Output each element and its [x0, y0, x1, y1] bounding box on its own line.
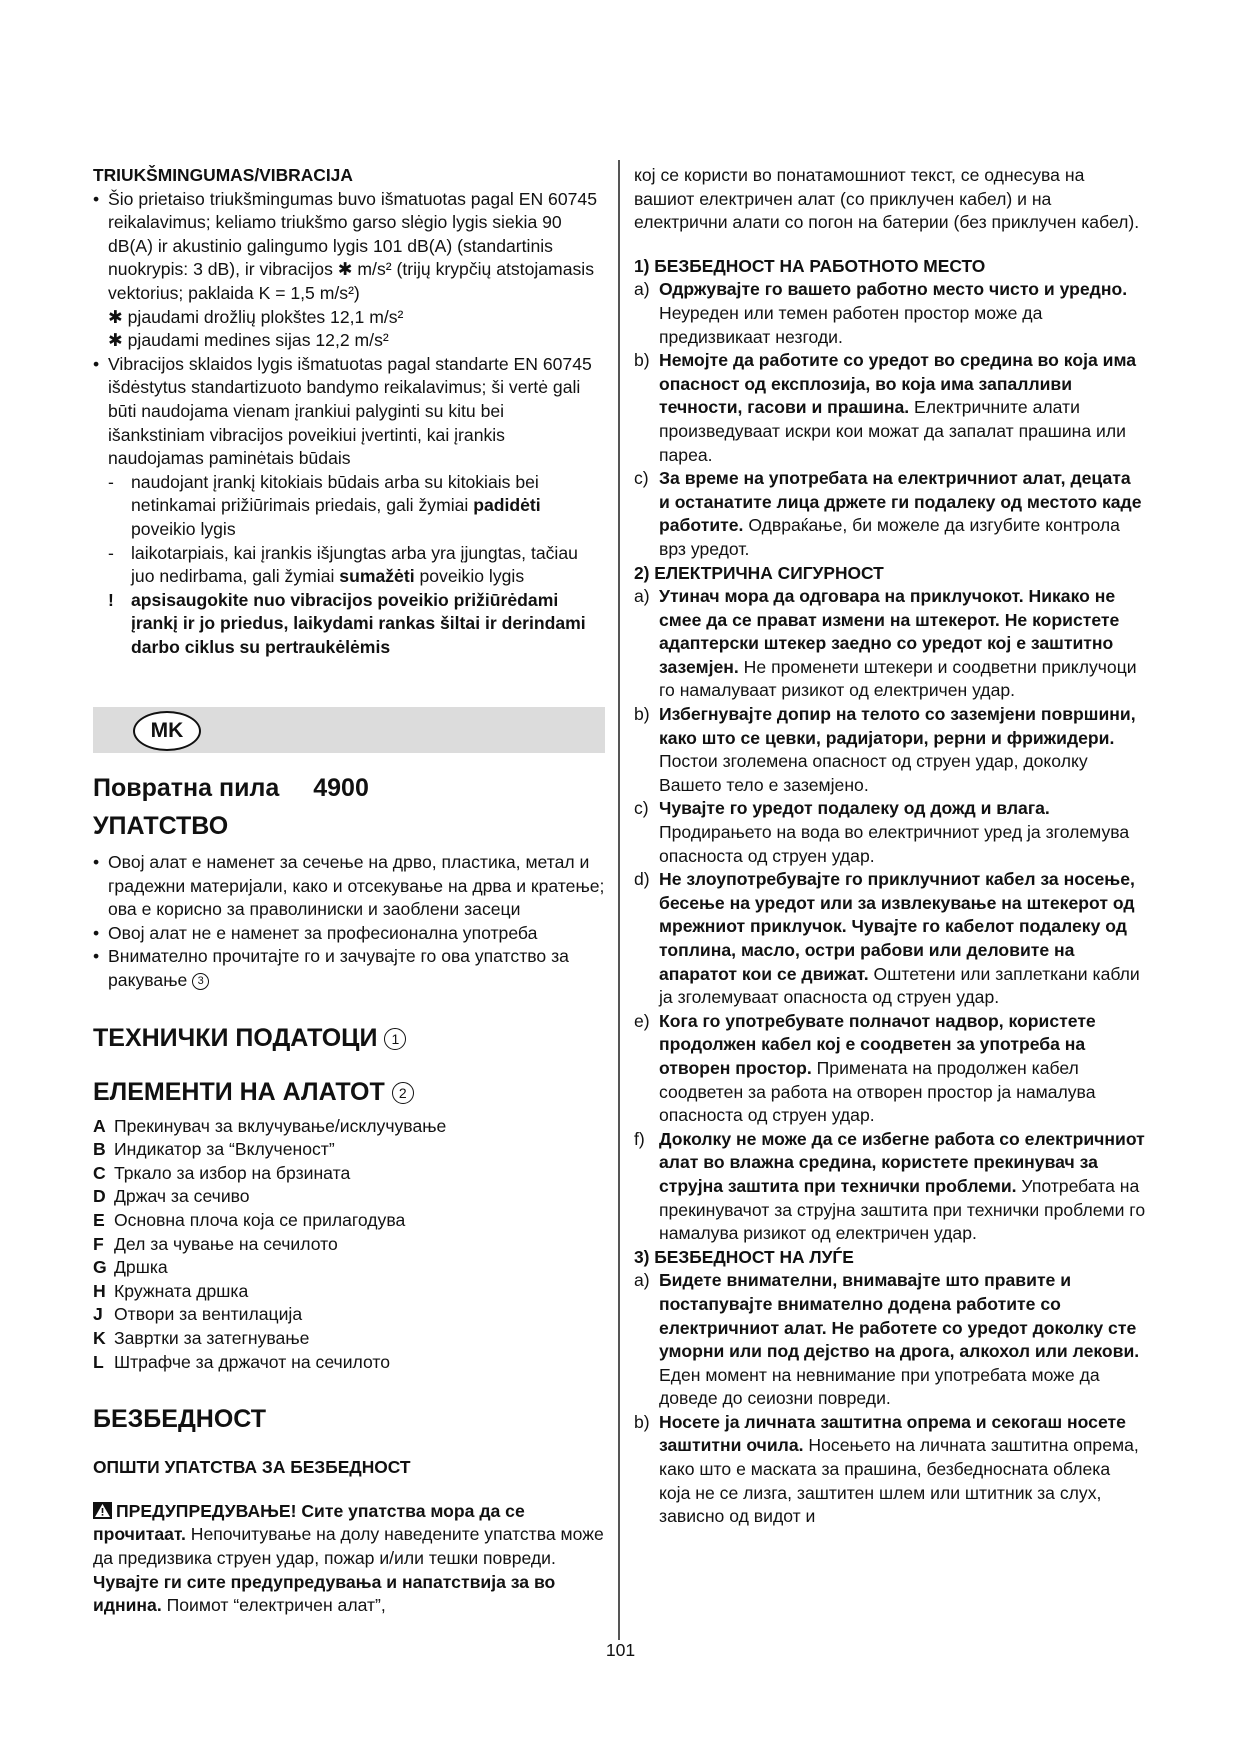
- product-title: Повратна пила 4900: [93, 774, 369, 803]
- elements-list: [93, 1115, 605, 1375]
- right-column: [634, 164, 1146, 1529]
- noise-bullet-1-text: Šio prietaiso triukšmingumas buvo išmatuotas pagal EN 60745 reikalavimus; keliamo triukšmo garso slėgio lygis siekia 90 dB(A) ir akustinio galingumo lygis 101 dB(A) (standartinis nuokrypis: 3 dB), ir vibracijos ✱ m/s² (trijų krypčių atstojamasis vektorius; paklaida K = 1,5 m/s²): [108, 188, 597, 303]
- tech-data-heading: ТЕХНИЧКИ ПОДАТОЦИ 1: [93, 1021, 605, 1055]
- warning-paragraph: ПРЕДУПРЕДУВАЊЕ! Сите упатства мора да се прочитаат. Непочитување на долу наведените упатства може да предизвика струен удар, пожар и/или тешки повреди. Чувајте ги сите предупредувања и напатствија за во иднина. Поимот “електричен алат”,: [93, 1500, 604, 1616]
- list-item: B Индикатор за “Вклученост”: [93, 1139, 335, 1160]
- instructions-heading: УПАТСТВО: [93, 812, 229, 841]
- tool-elements-heading: ЕЛЕМЕНТИ НА АЛАТОТ 2: [93, 1075, 605, 1109]
- figure-ref-3: 3: [192, 973, 209, 990]
- left-column: [93, 164, 605, 1618]
- safety-item: c) Чувајте го уредот подалеку од дожд и влага. Продирањето на вода во електричниот уред ја зголемува опасноста од струен удар.: [634, 798, 1130, 866]
- safety-item: d) Не злоупотребувајте го приклучниот кабел за носење, бесење на уредот или за извлекување на штекерот од мрежниот приклучок. Чувајте го кабелот подалеку од топлина, масло, остри рабови или деловите на апаратот кои се движат. Оштетени или заплеткани кабли ја зголемуваат опасноста од струен удар.: [634, 869, 1140, 1008]
- safety-item: c) За време на употребата на електричниот алат, децата и останатите лица држете ги подалеку од местото каде работите. Одвраќање, би можеле да изгубите контрола врз уредот.: [634, 468, 1142, 559]
- intro-item-3: • Внимателно прочитајте го и зачувајте го ова упатство за ракување 3: [93, 946, 569, 991]
- figure-ref-1: 1: [384, 1028, 406, 1050]
- safety-item: b) Избегнувајте допир на телото со заземјени површини, како што се цевки, радијатори, рерни и фрижидери. Постои зголемена опасност од струен удар, доколку Вашето тело е заземјено.: [634, 704, 1136, 795]
- safety-heading: БЕЗБЕДНОСТ: [93, 1405, 266, 1434]
- list-item: L Штрафче за држачот на сечилото: [93, 1351, 391, 1372]
- safety-item: e) Кога го употребувате полначот надвор, користете продолжен кабел кој е соодветен за употреба на отворен простор. Примената на продолжен кабел соодветен за работа на отворен простор ја намалува опасноста од струен удар.: [634, 1010, 1096, 1126]
- safety-item: a) Утинач мора да одговара на приклучокот. Никако не смее да се прават измени на штекерот. Не користете адаптерски штекер заедно со уредот кој е заштитно заземјен. Не променети штекери и соодветни приклучоци го намалуваат ризикот од електричен удар.: [634, 586, 1137, 701]
- electrical-safety-heading: 2) ЕЛЕКТРИЧНА СИГУРНОСТ: [634, 562, 884, 583]
- noise-warning: ! apsisaugokite nuo vibracijos poveikio prižiūrėdami įrankį ir jo priedus, laikydami rankas šiltai ir derindami darbo ciklus su pertraukėlėmis: [108, 589, 586, 657]
- list-item: K Завртки за затегнување: [93, 1327, 310, 1348]
- list-item: H Кружната дршка: [93, 1280, 249, 1301]
- personal-safety-heading: 3) БЕЗБЕДНОСТ НА ЛУЃЕ: [634, 1246, 854, 1267]
- safety-item: a) Бидете внимателни, внимавајте што правите и постапувајте внимателно додена работите со електричниот алат. Не работете со уредот доколку сте уморни или под дејство на дрога, алкохол или лекови. Еден момент на невнимание при употребата може да доведе до сеиозни повреди.: [634, 1270, 1140, 1409]
- safety-item: b) Носете ја личната заштитна опрема и секогаш носете заштитни очила. Носењето на личната заштитна опрема, како што е маската за прашина, безбедносната облека која не се лизга, заштитен шлем или штитник за слух, зависно од видот и: [634, 1411, 1139, 1527]
- list-item: C Тркало за избор на брзината: [93, 1162, 351, 1183]
- intro-item-1: • Овој алат е наменет за сечење на дрво, пластика, метал и градежни материјали, како и отсекување на дрва и кратење; ова е корисно за праволиниски и заоблени засеци: [93, 852, 605, 920]
- noise-dash-2: - laikotarpiais, kai įrankis išjungtas arba yra įjungtas, tačiau juo nedirbama, gali žymiai sumažėti poveikio lygis: [108, 542, 578, 587]
- noise-value-chipboard: ✱ pjaudami drožlių plokštes 12,1 m/s²: [108, 306, 404, 327]
- column-divider: [618, 160, 620, 1640]
- warning-triangle-icon: [93, 1502, 112, 1519]
- figure-ref-2: 2: [392, 1082, 414, 1104]
- noise-title: TRIUKŠMINGUMAS/VIBRACIJA: [93, 165, 353, 185]
- work-area-safety-heading: 1) БЕЗБЕДНОСТ НА РАБОТНОТО МЕСТО: [634, 255, 986, 276]
- noise-dash-1: - naudojant įrankį kitokiais būdais arba su kitokiais bei netinkamai prižiūrimais priedais, gali žymiai padidėti poveikio lygis: [108, 471, 541, 539]
- language-band: [93, 707, 605, 753]
- intro-item-2: • Овој алат не е наменет за професионална употреба: [93, 922, 538, 943]
- list-item: J Отвори за вентилација: [93, 1304, 303, 1325]
- safety-item: a) Одржувајте го вашето работно место чисто и уредно. Неуреден или темен работен простор може да предизвикаат незгоди.: [634, 279, 1128, 347]
- list-item: G Дршка: [93, 1257, 168, 1278]
- noise-bullet-2-text: Vibracijos sklaidos lygis išmatuotas pagal standarte EN 60745 išdėstytus standartizuoto bandymo reikalavimus; ši vertė gali būti naudojama vienam įrankiui palyginti su kitu bei išankstiniam vibracijos poveikiui įvertinti, kai įrankis naudojamas paminėtais būdais: [108, 353, 592, 469]
- list-item: A Прекинувач за вклучување/исклучување: [93, 1115, 447, 1136]
- continued-paragraph: кој се користи во понатамошниот текст, се однесува на вашиот електричен алат (со приклучен кабел) и на електрични алати со погон на батерии (без приклучен кабел).: [634, 165, 1140, 233]
- safety-item: f) Доколку не може да се избегне работа со електричниот алат во влажна средина, користете прекинувач за струјна заштита при технички проблеми. Употребата на прекинувачот за струјна заштита при технички проблеми го намалува ризикот од електричен удар.: [634, 1128, 1146, 1244]
- page-number: 101: [605, 1640, 636, 1660]
- list-item: F Дел за чување на сечилото: [93, 1233, 338, 1254]
- language-badge: MK: [133, 711, 201, 751]
- noise-value-beams: ✱ pjaudami medines sijas 12,2 m/s²: [108, 330, 389, 351]
- list-item: D Држач за сечиво: [93, 1186, 250, 1207]
- general-safety-heading: ОПШТИ УПАТСТВА ЗА БЕЗБЕДНОСТ: [93, 1457, 411, 1478]
- exclamation-icon: !: [108, 589, 114, 610]
- noise-bullet-2: • Vibracijos sklaidos lygis išmatuotas pagal standarte EN 60745 išdėstytus standartizuoto bandymo reikalavimus; ši vertė gali būti naudojama vienam įrankiui palyginti su kitu bei išankstiniam vibracijos poveikiui įvertinti, kai įrankis naudojamas paminėtais būdais: [93, 353, 605, 471]
- safety-item: b) Немојте да работите со уредот во средина во која има опасност од експлозија, во која има запалливи течности, гасови и прашина. Електричните алати произведуваат искри кои можат да запалат прашина или пареа.: [634, 350, 1137, 465]
- list-item: E Основна плоча која се прилагодува: [93, 1210, 406, 1230]
- noise-bullet-1: • Šio prietaiso triukšmingumas buvo išmatuotas pagal EN 60745 reikalavimus; keliamo triukšmo garso slėgio lygis siekia 90 dB(A) ir akustinio galingumo lygis 101 dB(A) (standartinis nuokrypis: 3 dB), ir vibracijos ✱ m/s² (trijų krypčių atstojamasis vektorius; paklaida K = 1,5 m/s²) ✱ pjaudami drožlių plokštes 12,1 m/s² ✱ pjaudami medines sijas 12,2 m/s²: [93, 188, 605, 353]
